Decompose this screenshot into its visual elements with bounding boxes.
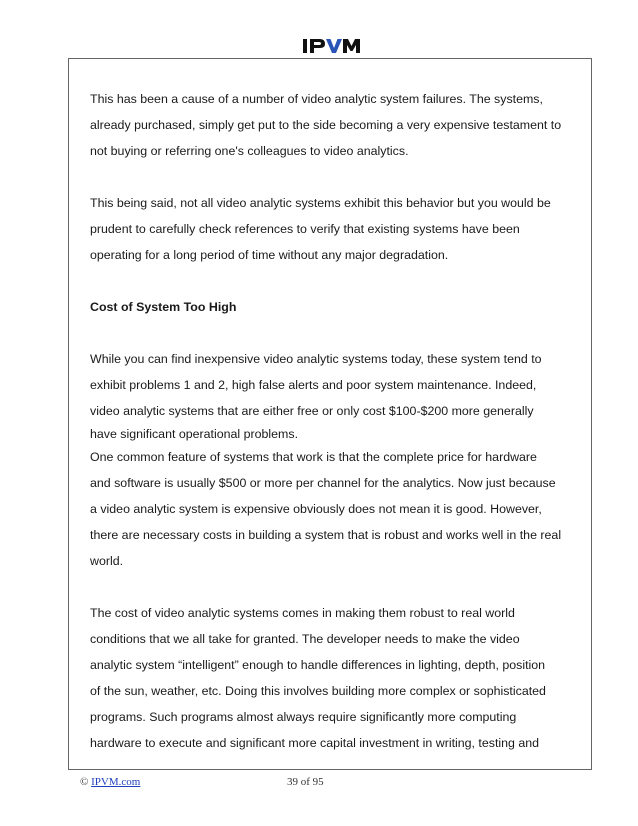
text-line: video analytic systems that are either free or only cost $100-$200 more generally <box>90 404 534 418</box>
page-footer <box>80 776 580 792</box>
text-line: The cost of video analytic systems comes in making them robust to real world <box>90 606 515 620</box>
text-line: world. <box>90 554 124 568</box>
section-heading: Cost of System Too High <box>90 300 237 314</box>
text-line: of the sun, weather, etc. Doing this involves building more complex or sophisticated <box>90 684 546 698</box>
text-line: This being said, not all video analytic systems exhibit this behavior but you would be <box>90 196 551 210</box>
text-line: not buying or referring one's colleagues to video analytics. <box>90 144 409 158</box>
text-line: programs. Such programs almost always require significantly more computing <box>90 710 517 724</box>
text-line: have significant operational problems. <box>90 427 299 441</box>
text-line: This has been a cause of a number of video analytic system failures. The systems, <box>90 92 543 106</box>
ipvm-link[interactable]: IPVM.com <box>91 776 141 788</box>
text-line: already purchased, simply get put to the side becoming a very expensive testament to <box>90 118 562 132</box>
text-line: a video analytic system is expensive obviously does not mean it is good. However, <box>90 502 542 516</box>
page-number: 39 of 95 <box>287 776 324 788</box>
text-line: analytic system “intelligent” enough to handle differences in lighting, depth, position <box>90 658 546 672</box>
text-line: exhibit problems 1 and 2, high false alerts and poor system maintenance. Indeed, <box>90 378 537 392</box>
text-line: operating for a long period of time without any major degradation. <box>90 248 449 262</box>
copyright-symbol: © <box>80 776 89 788</box>
text-line: conditions that we all take for granted. The developer needs to make the video <box>90 632 520 646</box>
document-body <box>90 86 590 756</box>
text-line: there are necessary costs in building a system that is robust and works well in the real <box>90 528 562 542</box>
text-line: prudent to carefully check references to verify that existing systems have been <box>90 222 520 236</box>
footer-copyright <box>80 776 140 788</box>
text-line: hardware to execute and significant more capital investment in writing, testing and <box>90 736 540 750</box>
ipvm-logo <box>302 36 368 56</box>
text-line: and software is usually $500 or more per channel for the analytics. Now just because <box>90 476 556 490</box>
text-line: While you can find inexpensive video analytic systems today, these system tend to <box>90 352 542 366</box>
text-line: One common feature of systems that work is that the complete price for hardware <box>90 450 537 464</box>
